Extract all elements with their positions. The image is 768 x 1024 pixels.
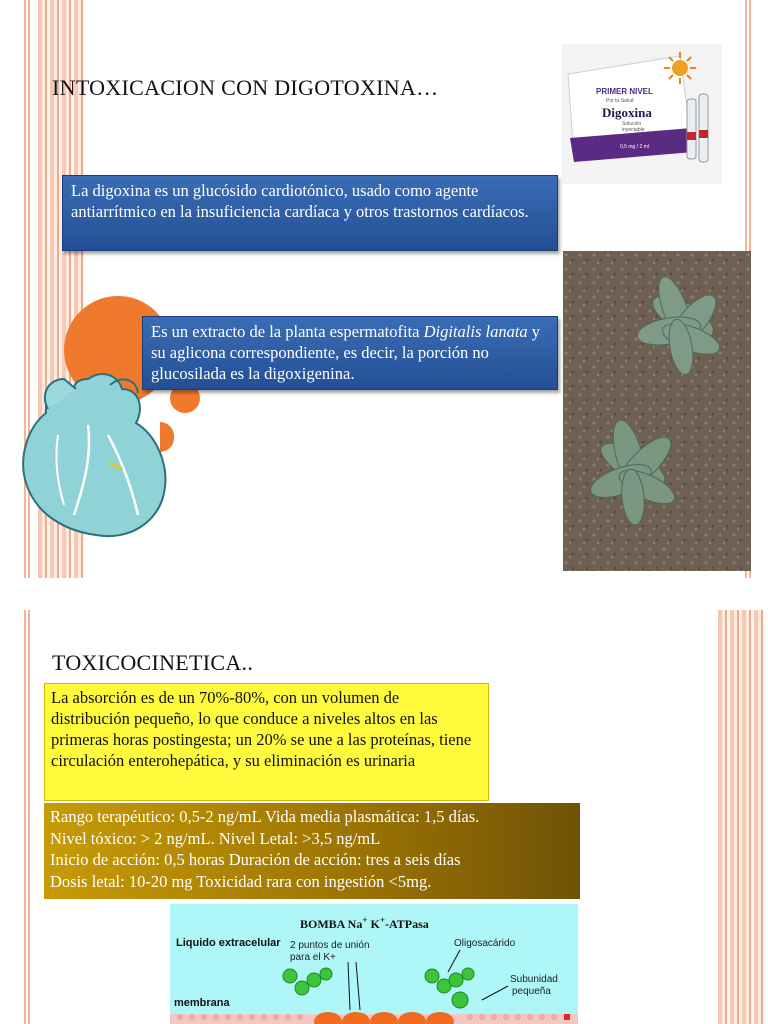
absorption-box (44, 683, 489, 801)
diagram-title-main: BOMBA Na (300, 917, 363, 931)
product-name: Digoxina (602, 105, 652, 120)
extract-text-part2: y su aglicona correspondiente, es decir, la porción no glucosilada es la digoxigenina. (151, 322, 541, 383)
slide-2 (0, 610, 768, 1024)
diagram-extracellular-label: Liquido extracelular (176, 937, 281, 949)
extract-text-part1: Es un extracto de la planta espermatofita (151, 322, 424, 341)
diagram-title-sup1: + (362, 915, 368, 925)
diagram-subunit-label-2: pequeña (512, 986, 551, 997)
diagram-membrane-label: membrana (174, 997, 230, 1009)
diagram-subunit-label-1: Subunidad (510, 974, 558, 985)
atpase-pump-diagram (170, 904, 578, 1024)
diagram-binding-label-2: para el K+ (290, 952, 336, 963)
digoxina-product-image (562, 44, 722, 184)
product-tagline: Por tu Salud (606, 98, 634, 104)
product-dose: 0,5 mg / 2 ml (620, 144, 649, 150)
slide-separator (0, 578, 768, 610)
pk-line-1: Rango terapéutico: 0,5-2 ng/mL Vida media plasmática: 1,5 días. (50, 807, 480, 826)
pk-line-2: Nivel tóxico: > 2 ng/mL. Nivel Letal: >3,5 ng/mL (50, 828, 381, 848)
product-brand: PRIMER NIVEL (596, 87, 653, 96)
absorption-text: La absorción es de un 70%-80%, con un volumen de distribución pequeño, lo que conduce a niveles altos en las primeras horas postingesta; un 20% se une a las proteínas, tiene circulación enterohepática, y su eliminación es urinaria (51, 688, 472, 770)
pk-line-4: Dosis letal: 10-20 mg Toxicidad rara con ingestión <5mg. (50, 871, 432, 891)
extract-text-italic: Digitalis lanata (423, 322, 528, 341)
digitalis-plant-photo (563, 251, 751, 571)
diagram-title-k: K (367, 917, 380, 931)
slide-2-title: TOXICOCINETICA.. (52, 650, 254, 675)
decorative-stripes-right-2 (718, 610, 764, 1024)
diagram-binding-label-1: 2 puntos de unión (290, 940, 370, 951)
pk-line-3: Inicio de acción: 0,5 horas Duración de acción: tres a seis días (50, 850, 461, 869)
product-sub2: inyectable (622, 127, 645, 133)
slide-1-title: INTOXICACION CON DIGOTOXINA… (52, 75, 439, 100)
diagram-title-sup2: + (379, 915, 385, 925)
extract-box (142, 316, 558, 390)
definition-box (62, 175, 558, 251)
heart-illustration (18, 365, 174, 545)
pharmacokinetic-values-box (44, 803, 580, 899)
diagram-oligo-label: Oligosacárido (454, 938, 516, 949)
product-sub1: Solución (622, 121, 642, 127)
diagram-title-end: -ATPasa (384, 917, 429, 931)
definition-text: La digoxina es un glucósido cardiotónico, usado como agente antiarrítmico en la insuficiencia cardíaca y otros trastornos cardíacos. (71, 181, 529, 221)
decorative-stripe-thin-2 (24, 610, 30, 1024)
